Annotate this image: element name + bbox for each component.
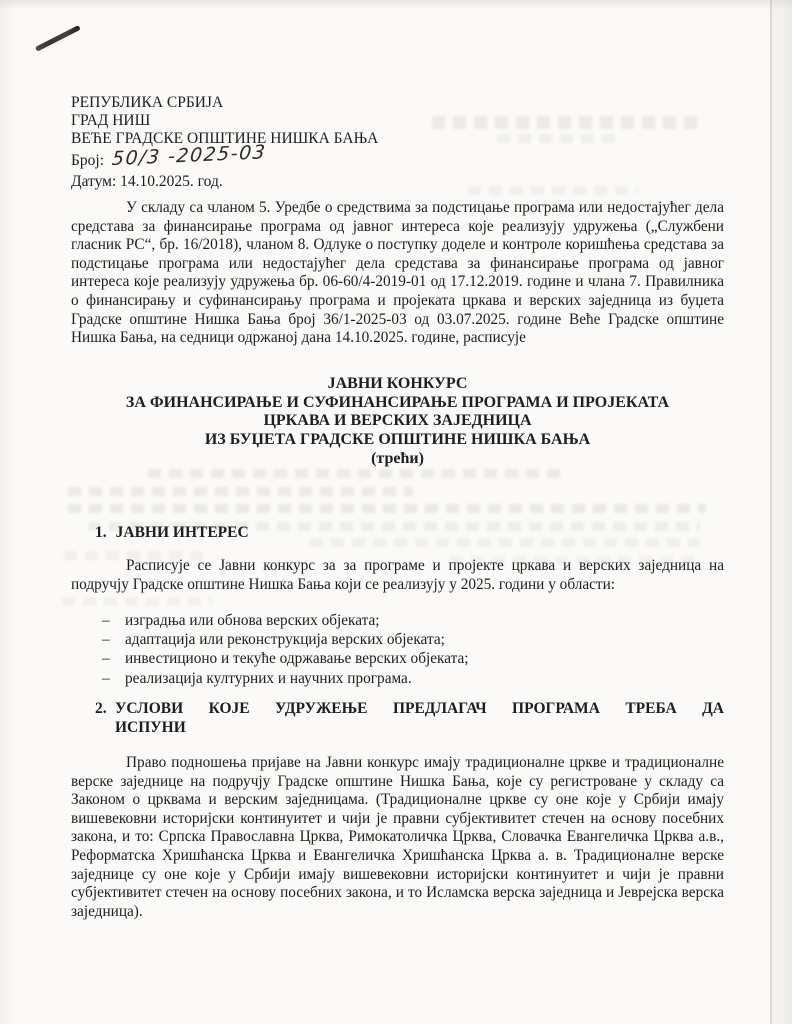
title-line-2: ЗА ФИНАНСИРАЊЕ И СУФИНАНСИРАЊЕ ПРОГРАМА И ПРОЈЕКАТА xyxy=(125,393,670,411)
bleed-through-artifact xyxy=(62,597,212,606)
document-title xyxy=(71,375,724,469)
list-item xyxy=(102,669,702,688)
list-item xyxy=(102,611,702,630)
section-2-paragraph: Право подношења пријаве на Јавни конкурс имају традиционалне цркве и традиционалне верске заједнице на подручју Градске општине Нишка Бања, које су регистроване у складу са Законом о црквама и верским заједницама. (Традиционалне цркве су оне које у Србији имају вишевековни историјски континуитет и чији је правни субјективитет стечен на основу посебних закона, и то: Српска Православна Црква, Римокатоличка Црква, Словачка Евангеличка Црква а.в., Реформатска Хришћанска Црква и Евангеличка Хришћанска Црква а. в. Традиционалне верске заједнице су оне које у Србији имају вишевековни историјски континуитет и чији је правни субјективитет стечен на основу посебних закона, и то Исламска верска заједница и Јеврејска верска заједница). xyxy=(71,754,724,920)
scan-edge-line xyxy=(770,0,772,1024)
list-item-text: инвестиционо и текуће одржавање верских објеката; xyxy=(125,650,469,668)
title-line-4: ИЗ БУЏЕТА ГРАДСКЕ ОПШТИНЕ НИШКА БАЊА xyxy=(204,431,591,449)
list-item-text: реализација културних и научних програма. xyxy=(125,669,412,687)
section-1-number: 1. xyxy=(95,524,107,541)
document-header xyxy=(71,94,378,191)
header-council: ВЕЋЕ ГРАДСКЕ ОПШТИНЕ НИШКА БАЊА xyxy=(71,130,379,147)
section-2-heading xyxy=(95,699,724,737)
header-republic: РЕПУБЛИКА СРБИЈА xyxy=(71,94,224,111)
title-line-1: ЈАВНИ КОНКУРС xyxy=(327,375,468,392)
bleed-through-artifact xyxy=(148,469,563,478)
bleed-through-artifact xyxy=(497,134,623,143)
section-1-paragraph: Расписује се Јавни конкурс за за програме и пројекте цркава и верских заједница на подручју Градске општине Нишка Бања који се реализују у 2025. години у области: xyxy=(71,557,724,593)
handwritten-case-number: 50/3 -2025-03 xyxy=(110,141,268,171)
scan-edge-shading xyxy=(772,0,792,1024)
date-value: 14.10.2025. год. xyxy=(120,173,223,190)
date-label: Датум: xyxy=(71,173,117,190)
title-line-5: (трећи) xyxy=(371,449,424,467)
case-number-label: Број: xyxy=(71,152,105,169)
bleed-through-artifact xyxy=(432,116,700,129)
list-item-text: изградња или обнова верских објеката; xyxy=(125,612,380,629)
bleed-through-artifact xyxy=(68,504,706,513)
list-item xyxy=(102,649,702,668)
areas-list xyxy=(102,611,702,688)
header-city: ГРАД НИШ xyxy=(71,112,151,129)
section-2-heading-line-1: УСЛОВИ КОЈЕ УДРУЖЕЊЕ ПРЕДЛАГАЧ ПРОГРАМА ТРЕБА ДА xyxy=(115,700,724,717)
bleed-through-artifact xyxy=(468,186,638,195)
bleed-through-artifact xyxy=(310,538,700,547)
title-line-3: ЦРКАВА И ВЕРСКИХ ЗАЈЕДНИЦА xyxy=(263,412,532,430)
dash-bullet: – xyxy=(102,669,110,687)
dash-bullet: – xyxy=(102,650,110,668)
pen-stroke-mark xyxy=(35,25,81,52)
section-1-heading xyxy=(95,523,249,542)
list-item-text: адаптација или реконструкција верских објеката; xyxy=(125,631,445,649)
section-2-heading-line-2: ИСПУНИ xyxy=(115,719,186,736)
dash-bullet: – xyxy=(102,612,110,629)
bleed-through-artifact xyxy=(68,487,413,496)
section-1-heading-text: ЈАВНИ ИНТЕРЕС xyxy=(115,524,249,541)
dash-bullet: – xyxy=(102,631,110,649)
intro-paragraph: У складу са чланом 5. Уредбе о средствима за подстицање програма или недостајућег дела средстава за финансирање програма од јавног интереса које реализују удружења („Службени гласник РС“, бр. 16/2018), чланом 8. Одлуке о поступку доделе и контроле коришћења средстава за подстицање програма или недостајућег дела средстава за финансирање програма од јавног интереса које реализују удружења бр. 06-60/4-2019-01 од 17.12.2019. године и члана 7. Правилника о финансирању и суфинансирању програма и пројеката цркава и верских заједница из буџета Градске општине Нишка Бања број 36/1-2025-03 од 03.07.2025. године Веће Градске општине Нишка Бања, на седници одржаној дана 14.10.2025. године, расписује xyxy=(71,199,724,347)
section-2-number: 2. xyxy=(95,700,107,717)
list-item xyxy=(102,630,702,649)
